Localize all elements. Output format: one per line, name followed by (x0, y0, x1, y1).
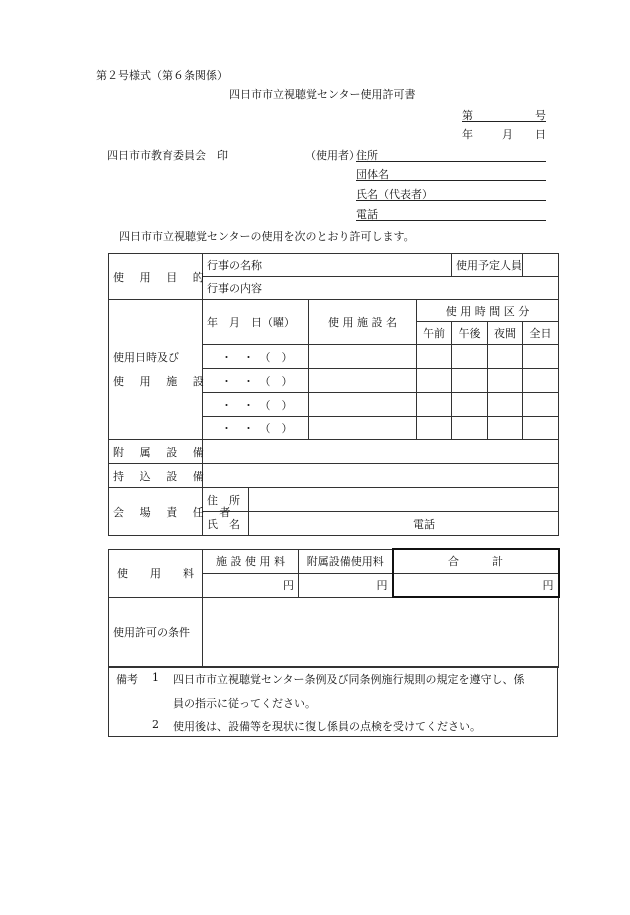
date-cell[interactable] (203, 417, 309, 440)
table-row (109, 597, 559, 667)
date-placeholder: ・ ・ （ ） (221, 374, 293, 388)
date-cell[interactable] (203, 345, 309, 369)
date-header: 年 月 日（曜） (203, 300, 309, 345)
equipment-fee-value[interactable]: 円 (299, 573, 393, 597)
doc-no-dai: 第 (462, 109, 473, 122)
slot-cell[interactable] (488, 345, 523, 369)
user-address-field (356, 147, 546, 162)
slot-cell[interactable] (452, 417, 488, 440)
usage-table (108, 253, 559, 536)
user-group-field (356, 166, 546, 181)
slot-cell[interactable] (523, 369, 559, 393)
facility-header: 使 用 施 設 名 (309, 300, 417, 345)
purpose-label: 使 用 目 的 (109, 254, 203, 300)
facility-fee-label: 施 設 使 用 料 (203, 549, 299, 573)
total-value[interactable]: 円 (393, 573, 559, 597)
manager-phone-label: 電話 (413, 517, 435, 531)
date-line (462, 126, 546, 140)
note-1-number: 1 (152, 671, 159, 684)
slot-cell[interactable] (523, 345, 559, 369)
slot-allday: 全日 (523, 322, 559, 345)
table-row (109, 440, 559, 464)
date-year: 年 (462, 128, 473, 141)
user-address-label: 住所 (356, 149, 378, 162)
user-rep-label: 氏名（代表者） (356, 188, 433, 201)
notes-box (108, 666, 558, 737)
datetime-label-line1: 使用日時及び (113, 350, 179, 364)
document-title: 四日市市立視聴覚センター使用許可書 (229, 88, 416, 101)
slot-cell[interactable] (417, 393, 452, 417)
slot-cell[interactable] (417, 345, 452, 369)
date-day: 日 (535, 128, 546, 141)
event-content-label: 行事の内容 (203, 277, 559, 300)
slot-cell[interactable] (523, 393, 559, 417)
manager-address-label: 住 所 (203, 488, 249, 512)
user-phone-label: 電話 (356, 208, 378, 221)
time-header: 使 用 時 間 区 分 (417, 300, 559, 322)
note-2-text: 使用後は、設備等を現状に復し係員の点検を受けてください。 (173, 720, 481, 733)
notes-label: 備考 (116, 673, 138, 686)
slot-pm: 午後 (452, 322, 488, 345)
slot-cell[interactable] (488, 369, 523, 393)
manager-label: 会 場 責 任 者 (109, 488, 203, 536)
conditions-label: 使用許可の条件 (109, 597, 203, 667)
note-1-text: 四日市市立視聴覚センター条例及び同条例施行規則の規定を遵守し、係 (173, 673, 525, 686)
equipment-fee-label: 附属設備使用料 (299, 549, 393, 573)
slot-cell[interactable] (452, 393, 488, 417)
slot-cell[interactable] (452, 369, 488, 393)
user-rep-field (356, 186, 546, 201)
user-group-label: 団体名 (356, 168, 389, 181)
slot-cell[interactable] (523, 417, 559, 440)
datetime-label (109, 300, 210, 440)
slot-cell[interactable] (488, 393, 523, 417)
event-name-label: 行事の名称 (203, 254, 452, 277)
fee-table (108, 548, 560, 668)
date-cell[interactable] (203, 393, 309, 417)
facility-fee-value[interactable]: 円 (203, 573, 299, 597)
conditions-value[interactable] (203, 597, 559, 667)
slot-cell[interactable] (452, 345, 488, 369)
user-prefix: （使用者） (305, 149, 360, 162)
manager-name-value[interactable] (249, 512, 559, 536)
doc-no-go: 号 (535, 109, 546, 122)
issuer: 四日市市教育委員会 印 (107, 149, 228, 162)
table-row (109, 464, 559, 488)
date-month: 月 (502, 128, 513, 141)
table-row (109, 300, 559, 322)
date-placeholder: ・ ・ （ ） (221, 398, 293, 412)
form-number: 第２号様式（第６条関係） (96, 69, 228, 82)
facility-cell[interactable] (309, 369, 417, 393)
date-cell[interactable] (203, 369, 309, 393)
total-label: 合 計 (393, 549, 559, 573)
manager-name-label: 氏 名 (203, 512, 249, 536)
datetime-label-line2: 使 用 施 設 (113, 374, 210, 388)
bring-in-value[interactable] (203, 464, 559, 488)
table-row (109, 254, 559, 277)
slot-cell[interactable] (488, 417, 523, 440)
expected-people-label: 使用予定人員 (452, 254, 523, 277)
date-placeholder: ・ ・ （ ） (221, 422, 293, 435)
table-row (109, 549, 559, 573)
slot-night: 夜間 (488, 322, 523, 345)
expected-people-value[interactable] (523, 254, 559, 277)
slot-am: 午前 (417, 322, 452, 345)
facility-cell[interactable] (309, 345, 417, 369)
fee-label: 使 用 料 (109, 549, 203, 597)
date-placeholder: ・ ・ （ ） (221, 350, 293, 364)
equipment-value[interactable] (203, 440, 559, 464)
bring-in-label: 持 込 設 備 (109, 464, 203, 488)
intro-text: 四日市市立視聴覚センターの使用を次のとおり許可します。 (119, 230, 415, 243)
note-1-text-cont: 員の指示に従ってください。 (173, 697, 316, 710)
user-phone-field (356, 206, 546, 221)
slot-cell[interactable] (417, 369, 452, 393)
equipment-label: 附 属 設 備 (109, 440, 203, 464)
table-row (109, 488, 559, 512)
facility-cell[interactable] (309, 393, 417, 417)
manager-address-value[interactable] (249, 488, 559, 512)
note-2-number: 2 (152, 718, 159, 731)
document-number-line (462, 107, 546, 122)
slot-cell[interactable] (417, 417, 452, 440)
facility-cell[interactable] (309, 417, 417, 440)
